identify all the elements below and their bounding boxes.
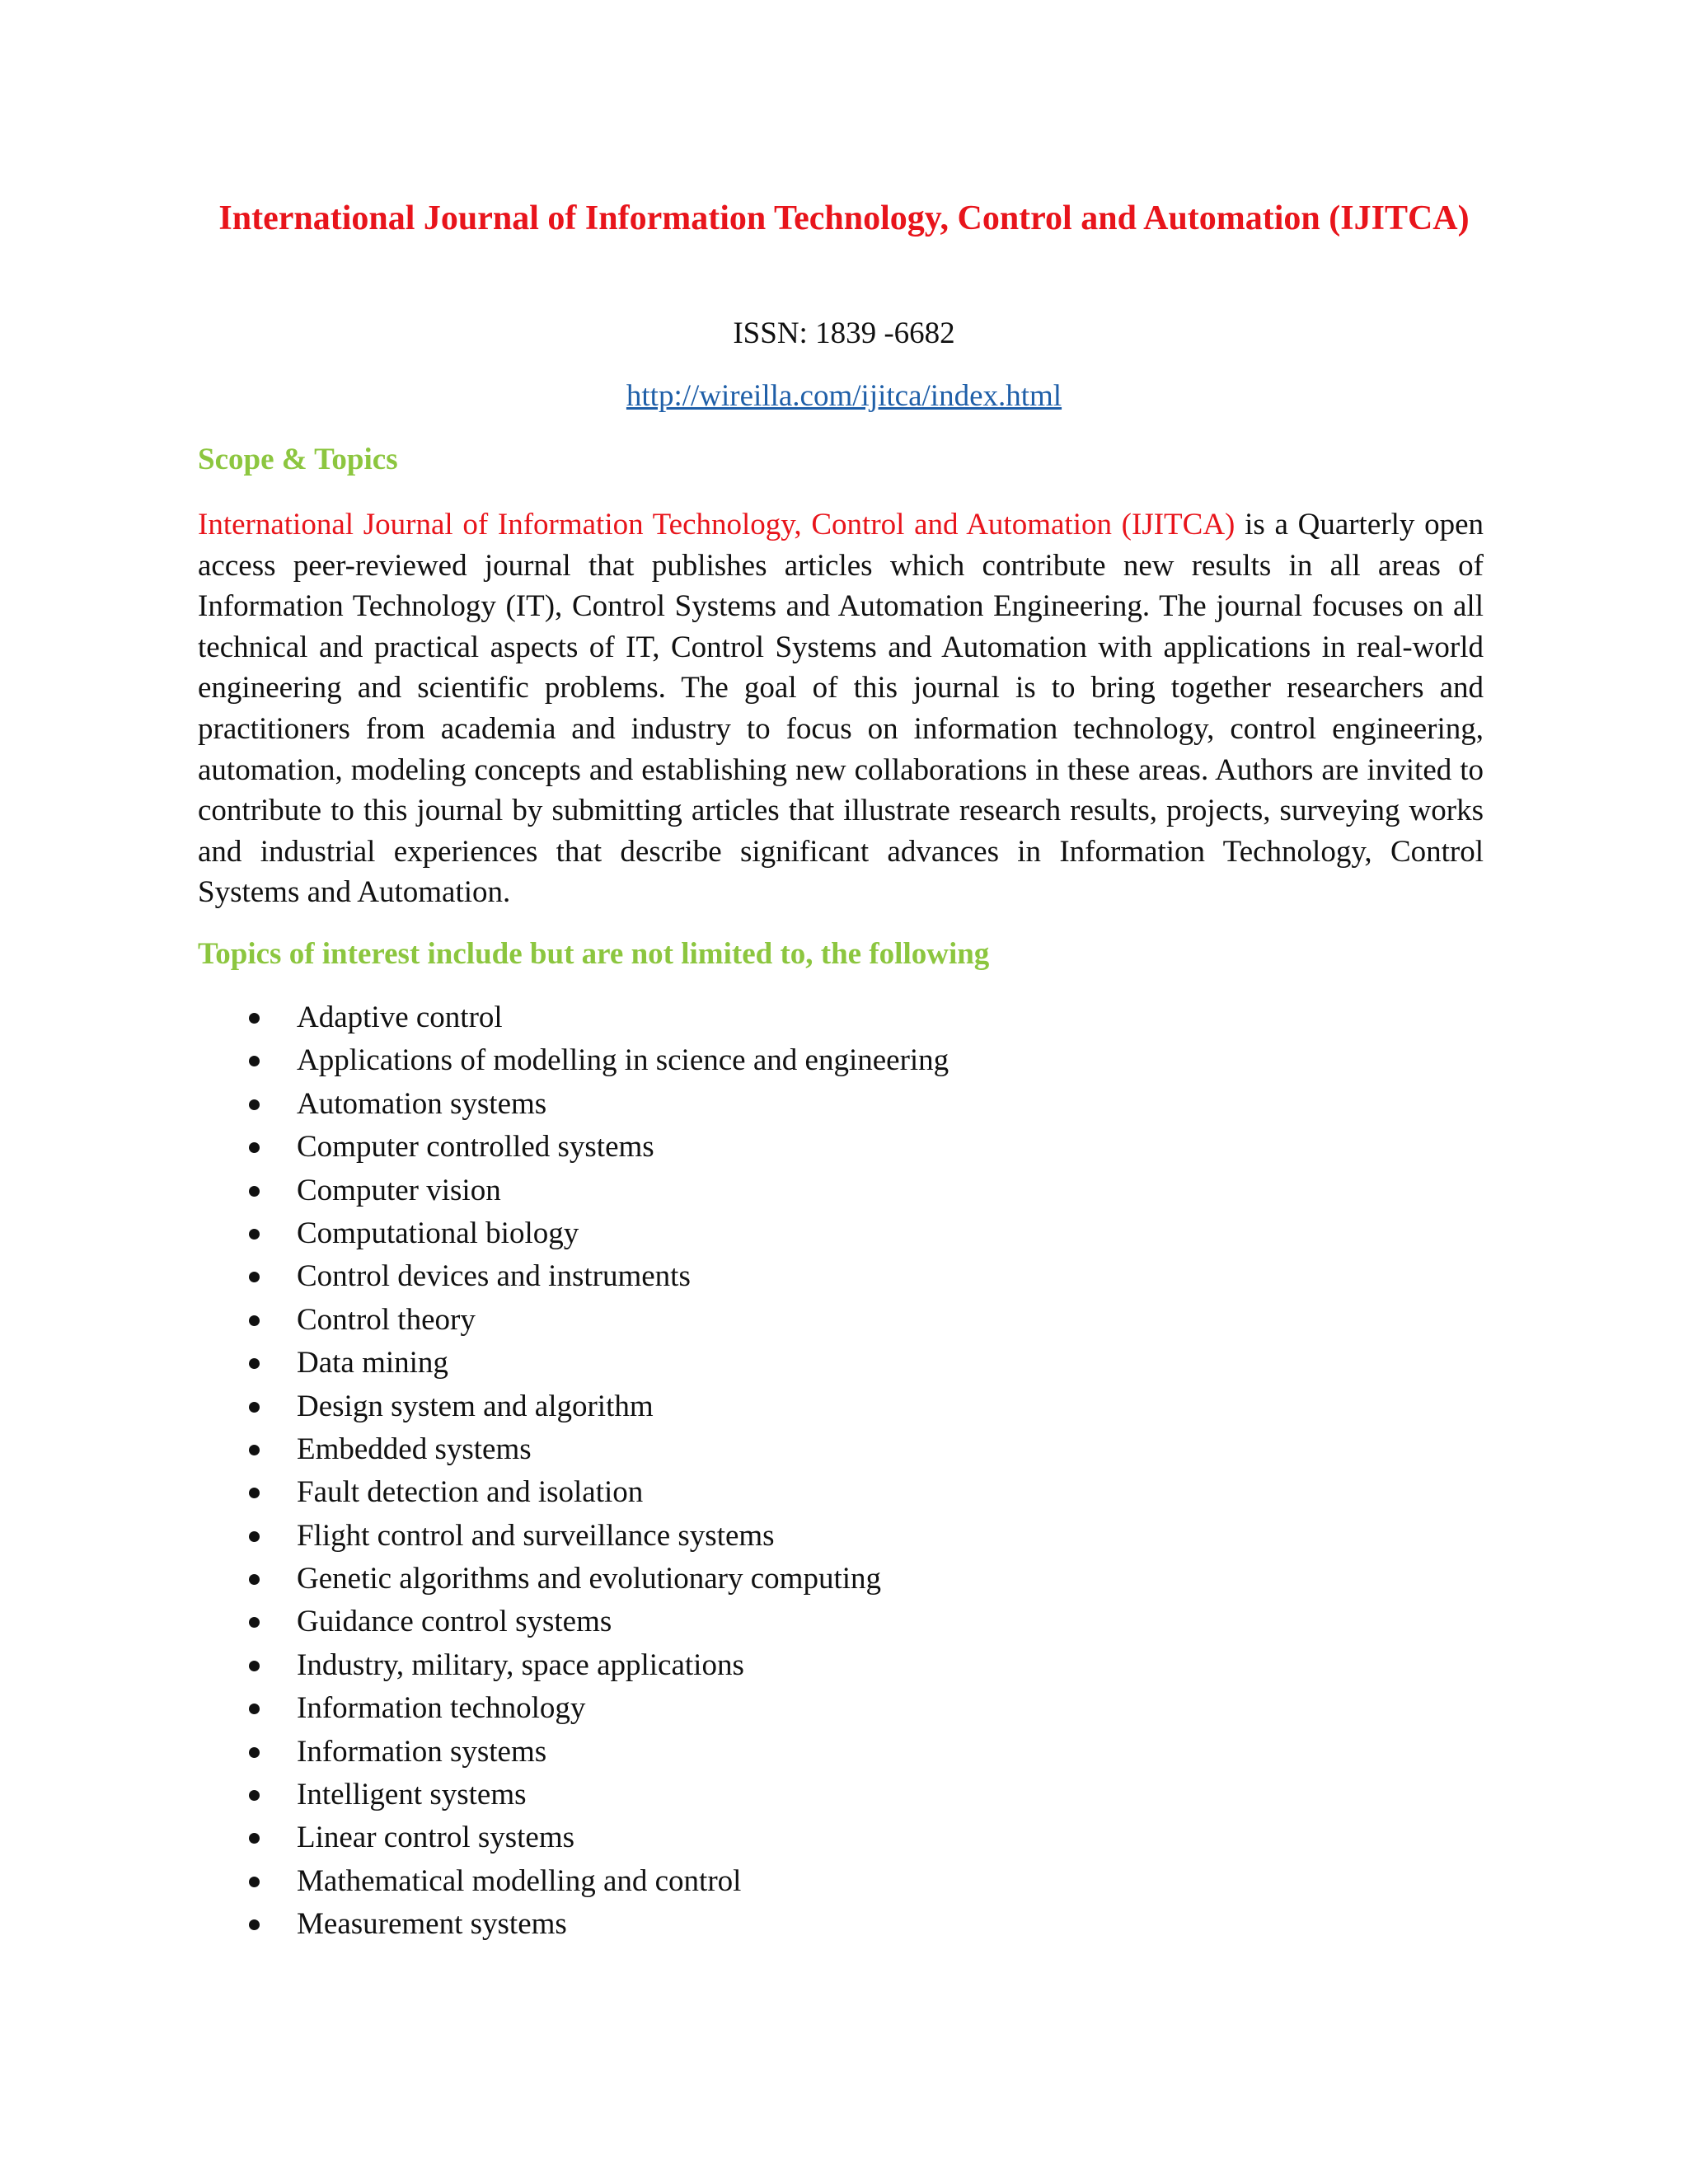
bullet-icon bbox=[249, 1315, 260, 1326]
list-item bbox=[198, 1561, 1484, 1604]
list-item bbox=[198, 1690, 1484, 1733]
topic-text: Embedded systems bbox=[297, 1432, 532, 1466]
bullet-icon bbox=[249, 1531, 260, 1542]
list-item bbox=[198, 1647, 1484, 1690]
bullet-icon bbox=[249, 1877, 260, 1887]
topics-list bbox=[198, 1000, 1484, 1950]
bullet-icon bbox=[249, 1229, 260, 1240]
bullet-icon bbox=[249, 1488, 260, 1498]
topic-text: Genetic algorithms and evolutionary computing bbox=[297, 1562, 881, 1596]
list-item bbox=[198, 1302, 1484, 1345]
journal-url-line bbox=[198, 378, 1490, 415]
topic-text: Flight control and surveillance systems bbox=[297, 1518, 775, 1553]
bullet-icon bbox=[249, 1056, 260, 1066]
list-item bbox=[198, 1043, 1484, 1085]
topic-text: Adaptive control bbox=[297, 1001, 503, 1034]
topic-text: Design system and algorithm bbox=[297, 1389, 654, 1423]
topics-heading: Topics of interest include but are not limited to, the following bbox=[198, 937, 990, 971]
bullet-icon bbox=[249, 1445, 260, 1455]
topic-text: Control devices and instruments bbox=[297, 1259, 691, 1294]
topic-text: Guidance control systems bbox=[297, 1605, 612, 1639]
journal-title: International Journal of Information Technology, Control and Automation (IJITCA) bbox=[218, 199, 1470, 237]
bullet-icon bbox=[249, 1272, 260, 1282]
topic-text: Data mining bbox=[297, 1346, 448, 1380]
bullet-icon bbox=[249, 1790, 260, 1801]
bullet-icon bbox=[249, 1142, 260, 1153]
scope-heading: Scope & Topics bbox=[198, 443, 398, 476]
topic-text: Computational biology bbox=[297, 1216, 579, 1250]
topic-text: Intelligent systems bbox=[297, 1778, 527, 1812]
list-item bbox=[198, 1432, 1484, 1474]
bullet-icon bbox=[249, 1402, 260, 1413]
journal-url-link[interactable]: http://wireilla.com/ijitca/index.html bbox=[626, 379, 1062, 413]
bullet-icon bbox=[249, 1661, 260, 1671]
list-item bbox=[198, 1863, 1484, 1906]
list-item bbox=[198, 1820, 1484, 1863]
topic-text: Information systems bbox=[297, 1734, 547, 1769]
list-item bbox=[198, 1345, 1484, 1388]
topic-text: Industry, military, space applications bbox=[297, 1647, 744, 1682]
list-item bbox=[198, 1389, 1484, 1432]
list-item bbox=[198, 1258, 1484, 1301]
bullet-icon bbox=[249, 1747, 260, 1758]
topic-text: Mathematical modelling and control bbox=[297, 1863, 742, 1898]
topic-text: Information technology bbox=[297, 1691, 586, 1726]
topic-text: Computer controlled systems bbox=[297, 1130, 654, 1165]
list-item bbox=[198, 1173, 1484, 1216]
list-item bbox=[198, 1216, 1484, 1258]
scope-paragraph bbox=[198, 504, 1484, 913]
bullet-icon bbox=[249, 1013, 260, 1024]
list-item bbox=[198, 1474, 1484, 1517]
topic-text: Computer vision bbox=[297, 1173, 501, 1207]
journal-name-inline: International Journal of Information Technology, Control and Automation (IJITCA) bbox=[198, 508, 1236, 541]
bullet-icon bbox=[249, 1574, 260, 1585]
bullet-icon bbox=[249, 1186, 260, 1197]
list-item bbox=[198, 1777, 1484, 1820]
topic-text: Measurement systems bbox=[297, 1907, 567, 1942]
list-item bbox=[198, 1604, 1484, 1647]
bullet-icon bbox=[249, 1617, 260, 1628]
topic-text: Control theory bbox=[297, 1302, 476, 1337]
list-item bbox=[198, 1518, 1484, 1561]
bullet-icon bbox=[249, 1919, 260, 1930]
topic-text: Automation systems bbox=[297, 1086, 547, 1121]
topic-text: Applications of modelling in science and engineering bbox=[297, 1043, 950, 1078]
topic-text: Fault detection and isolation bbox=[297, 1475, 644, 1510]
bullet-icon bbox=[249, 1833, 260, 1844]
list-item bbox=[198, 1000, 1484, 1043]
scope-body-text: is a Quarterly open access peer-reviewed journal that publishes articles which contribute new results in all areas of Information Technology (IT), Control Systems and Automation Engineering. The journal focuses on all technical and practical aspects of IT, Control Systems and Automation with applications in real-world engineering and scientific problems. The goal of this journal is to bring together researchers and practitioners from academia and industry to focus on information technology, control engineering, automation, modeling concepts and establishing new collaborations in these areas. Authors are invited to contribute to this journal by submitting articles that illustrate research results, projects, surveying works and industrial experiences that describe significant advances in Information Technology, Control Systems and Automation. bbox=[198, 508, 1484, 910]
list-item bbox=[198, 1734, 1484, 1777]
bullet-icon bbox=[249, 1704, 260, 1714]
list-item bbox=[198, 1086, 1484, 1129]
list-item bbox=[198, 1129, 1484, 1172]
bullet-icon bbox=[249, 1358, 260, 1369]
bullet-icon bbox=[249, 1099, 260, 1110]
issn-line: ISSN: 1839 -6682 bbox=[733, 316, 955, 350]
list-item bbox=[198, 1906, 1484, 1949]
topic-text: Linear control systems bbox=[297, 1821, 575, 1855]
